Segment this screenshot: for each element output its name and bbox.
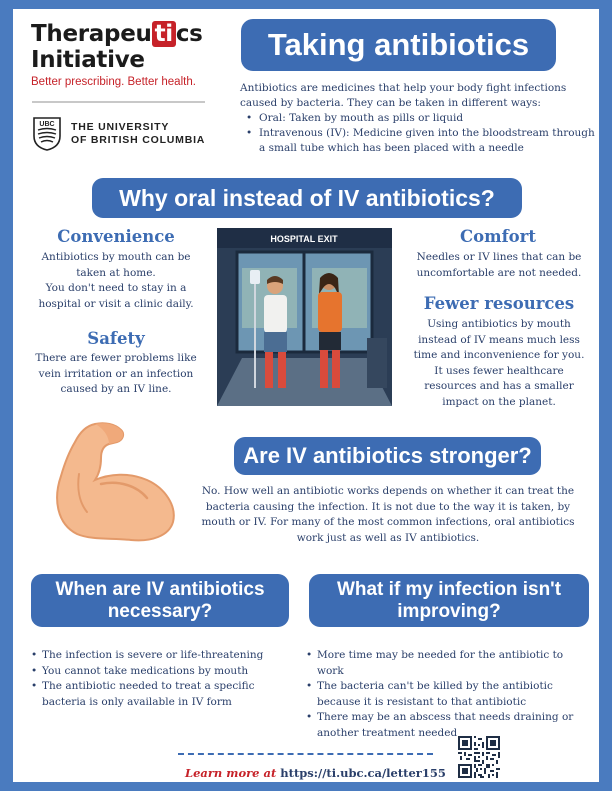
hospital-exit-image: [217, 228, 392, 406]
logo-ti-box: ti: [152, 21, 176, 47]
convenience-heading: Convenience: [57, 227, 175, 246]
ubc-logo[interactable]: [33, 117, 205, 151]
logo-title-line2: Initiative: [31, 47, 145, 73]
page-title: Taking antibiotics: [241, 19, 556, 71]
convenience-text: Antibiotics by mouth can be taken at home. You don't need to stay in a hospital or visit a clinic daily.: [38, 251, 194, 310]
ubc-crest-icon: [33, 117, 61, 151]
logo-divider: [32, 101, 205, 103]
flexed-arm-icon: [39, 414, 181, 544]
comfort-text: Needles or IV lines that can be uncomfortable are not needed.: [416, 251, 582, 279]
learn-more-label: Learn more at: [185, 766, 277, 780]
hospital-exit-sign: HOSPITAL EXIT: [270, 234, 338, 244]
list-item: • Oral: Taken by mouth as pills or liquid: [246, 111, 595, 126]
list-item: • The antibiotic needed to treat a specific bacteria is only available in IV form: [31, 679, 289, 710]
logo-tagline: Better prescribing. Better health.: [31, 76, 196, 88]
list-item: • You cannot take medications by mouth: [31, 664, 289, 680]
when-iv-necessary-list: [31, 648, 289, 710]
ubc-crest-label: UBC: [39, 121, 55, 128]
learn-more: [185, 766, 446, 780]
intro-text: Antibiotics are medicines that help your body fight infections caused by bacteria. They can be taken in different ways:: [240, 82, 567, 109]
list-item: • More time may be needed for the antibiotic to work: [306, 648, 591, 679]
logo-title: Therapeu ti cs: [31, 21, 203, 47]
why-oral-heading: Why oral instead of IV antibiotics?: [92, 178, 522, 218]
iv-stronger-heading: Are IV antibiotics stronger?: [234, 437, 541, 475]
learn-more-link[interactable]: https://ti.ubc.ca/letter155: [280, 766, 446, 780]
fewer-resources-text: Using antibiotics by mouth instead of IV means much less time and inconvenience for you. It uses fewer healthcare resources and has a smaller impact on the planet.: [413, 318, 585, 408]
comfort-heading: Comfort: [459, 227, 536, 246]
infection-not-improving-list: [306, 648, 591, 741]
therapeutics-initiative-logo[interactable]: [31, 21, 203, 88]
fewer-resources-heading: Fewer resources: [423, 294, 575, 313]
when-iv-necessary-heading: When are IV antibiotics necessary?: [31, 574, 289, 627]
ubc-name: THE UNIVERSITY OF BRITISH COLUMBIA: [71, 121, 206, 146]
page: [13, 9, 599, 782]
intro-list: [246, 111, 595, 156]
qr-code-icon[interactable]: [458, 736, 500, 778]
infection-not-improving-heading: What if my infection isn't improving?: [309, 574, 589, 627]
iv-stronger-text: No. How well an antibiotic works depends on whether it can treat the bacteria causing the infection. It is not due to the way it is taken, by mouth or IV. For many of the most common infections, oral antibiotics work just as well as IV antibiotics.: [201, 485, 575, 544]
list-item: • Intravenous (IV): Medicine given into the bloodstream through a small tube which has been placed with a needle: [246, 126, 595, 156]
list-item: • There may be an abscess that needs draining or another treatment needed: [306, 710, 591, 741]
intro-section: [240, 81, 595, 156]
safety-heading: Safety: [87, 329, 145, 348]
list-item: • The bacteria can't be killed by the antibiotic because it is resistant to that antibiotic: [306, 679, 591, 710]
list-item: • The infection is severe or life-threatening: [31, 648, 289, 664]
safety-text: There are fewer problems like vein irritation or an infection caused by an IV line.: [35, 352, 197, 395]
footer-divider: [178, 753, 433, 755]
